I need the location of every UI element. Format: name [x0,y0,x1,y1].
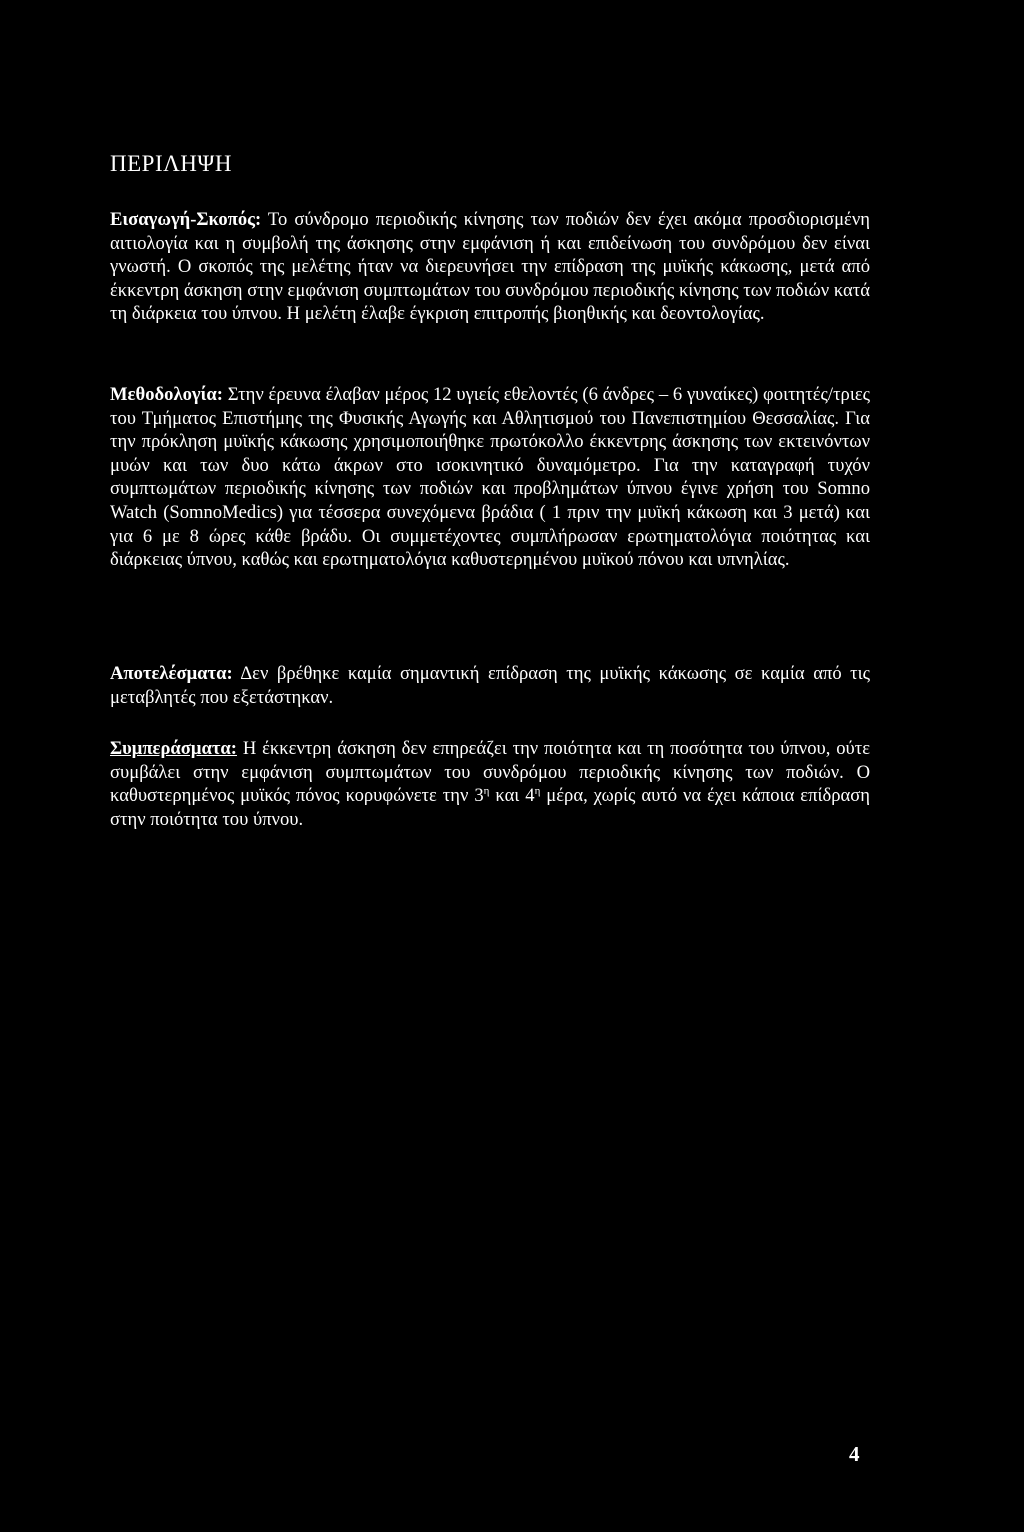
section-heading-introduction: Εισαγωγή-Σκοπός: [110,209,262,230]
page-number: 4 [849,1442,860,1466]
superscript-ordinal: η [483,785,490,797]
section-conclusions [110,737,870,831]
section-heading-methodology: Μεθοδολογία: [110,384,223,405]
section-text-conclusions-b: και 4 [489,785,535,807]
section-text-methodology: Στην έρευνα έλαβαν μέρος 12 υγιείς εθελοντές (6 άνδρες – 6 γυναίκες) φοιτητές/τριες του Τμήματος Επιστήμης της Φυσικής Αγωγής και Αθλητισμού του Πανεπιστημίου Θεσσαλίας. Για την πρόκληση μυϊκής κάκωσης χρησιμοποιήθηκε πρωτόκολλο έκκεντρης άσκησης των εκτεινόντων μυών και των δυο κάτω άκρων στο ισοκινητικό δυναμόμετρο. Για την καταγραφή τυχόν συμπτωμάτων περιοδικής κίνησης των ποδιών και προβλημάτων ύπνου έγινε χρήση του Somno Watch (SomnoMedics) για τέσσερα συνεχόμενα βράδια ( 1 πριν την μυϊκή κάκωση και 3 μετά) και για 6 με 8 ώρες κάθε βράδυ. Οι συμμετέχοντες συμπλήρωσαν ερωτηματολόγια ποιότητας και διάρκειας ύπνου, καθώς και ερωτηματολόγια καθυστερημένου μυϊκού πόνου και υπνηλίας. [110,384,870,571]
section-results [110,662,870,709]
section-methodology [110,383,870,572]
section-heading-conclusions: Συμπεράσματα: [110,738,237,759]
section-introduction [110,208,870,326]
superscript-ordinal: η [534,785,541,797]
section-text-results: Δεν βρέθηκε καμία σημαντική επίδραση της μυϊκής κάκωσης σε καμία από τις μεταβλητές που εξετάστηκαν. [110,663,871,708]
document-page [110,0,870,1532]
section-heading-results: Αποτελέσματα: [110,663,233,684]
page-title: ΠΕΡΙΛΗΨΗ [110,151,232,176]
section-text-conclusions-c: μέρα, χωρίς αυτό να έχει κάποια επίδραση στην ποιότητα του ύπνου. [110,785,871,830]
section-text-conclusions-a: Η έκκεντρη άσκηση δεν επηρεάζει την ποιότητα και τη ποσότητα του ύπνου, ούτε συμβάλει στην εμφάνιση συμπτωμάτων του συνδρόμου περιοδικής κίνησης των ποδιών. Ο καθυστερημένος μυϊκός πόνος κορυφώνετε την 3 [110,738,871,807]
section-text-introduction: Το σύνδρομο περιοδικής κίνησης των ποδιών δεν έχει ακόμα προσδιορισμένη αιτιολογία και η συμβολή της άσκησης στην εμφάνιση ή και επιδείνωση του συνδρόμου δεν είναι γνωστή. Ο σκοπός της μελέτης ήταν να διερευνήσει την επίδραση της μυϊκής κάκωσης, μετά από έκκεντρη άσκηση στην εμφάνιση συμπτωμάτων του συνδρόμου περιοδικής κίνησης των ποδιών κατά τη διάρκεια του ύπνου. Η μελέτη έλαβε έγκριση επιτροπής βιοηθικής και δεοντολογίας. [110,209,870,325]
